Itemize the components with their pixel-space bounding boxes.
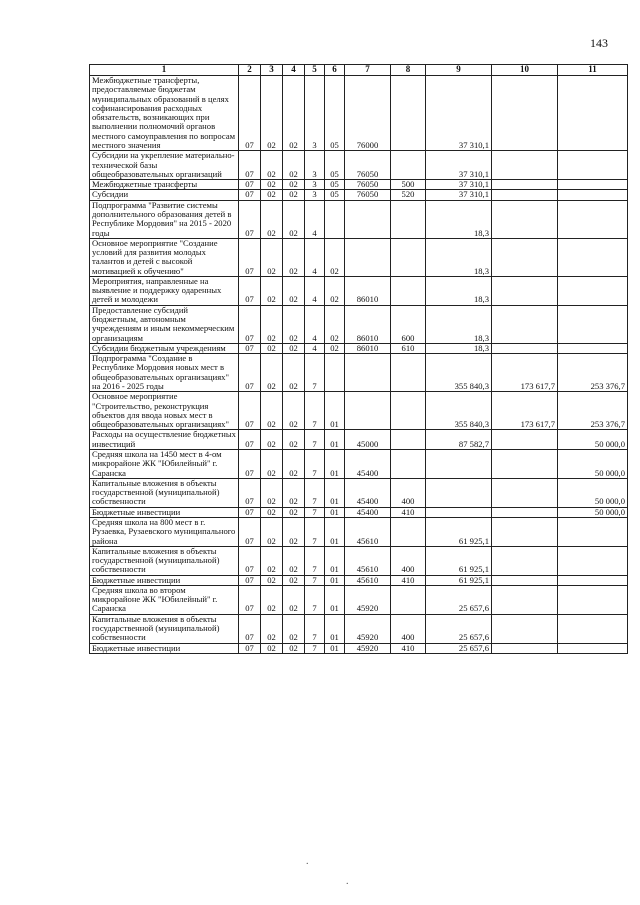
row-name-cell: Мероприятия, направленные на выявление и поддержку одаренных детей и молодежи [90,276,239,305]
code-cell: 45920 [345,614,391,643]
code-cell [391,354,426,392]
table-row [90,643,628,653]
code-cell: 02 [261,614,283,643]
code-cell: 01 [325,585,345,614]
code-cell: 07 [239,354,261,392]
header-cell: 8 [391,65,426,76]
header-cell: 3 [261,65,283,76]
code-cell: 7 [305,507,325,517]
code-cell: 02 [261,575,283,585]
code-cell: 86010 [345,305,391,343]
code-cell: 07 [239,478,261,507]
code-cell: 500 [391,180,426,190]
code-cell: 02 [261,305,283,343]
code-cell: 7 [305,392,325,430]
row-name-cell: Бюджетные инвестиции [90,507,239,517]
code-cell: 02 [283,151,305,180]
code-cell: 07 [239,276,261,305]
code-cell: 07 [239,343,261,353]
row-name-cell: Субсидии [90,190,239,200]
code-cell: 86010 [345,343,391,353]
code-cell: 4 [305,238,325,276]
amount-cell [492,585,558,614]
table-row [90,238,628,276]
row-name-cell: Бюджетные инвестиции [90,575,239,585]
amount-cell [426,507,492,517]
code-cell [391,200,426,238]
code-cell: 400 [391,614,426,643]
code-cell: 45400 [345,507,391,517]
code-cell: 07 [239,392,261,430]
code-cell: 45400 [345,449,391,478]
code-cell [391,392,426,430]
code-cell: 02 [283,585,305,614]
amount-cell: 50 000,0 [558,507,628,517]
code-cell: 07 [239,507,261,517]
code-cell: 02 [261,585,283,614]
row-name-cell: Подпрограмма "Создание в Республике Мордовия новых мест в общеобразовательных организациях" на 2016 - 2025 годы [90,354,239,392]
row-name-cell: Основное мероприятие "Строительство, реконструкция объектов для ввода новых мест в общеобразовательных организациях" [90,392,239,430]
amount-cell [558,190,628,200]
code-cell: 02 [283,238,305,276]
code-cell [325,200,345,238]
code-cell: 02 [283,392,305,430]
amount-cell: 37 310,1 [426,151,492,180]
amount-cell: 61 925,1 [426,546,492,575]
code-cell: 4 [305,343,325,353]
amount-cell [558,151,628,180]
amount-cell [492,517,558,546]
row-name-cell: Предоставление субсидий бюджетным, автономным учреждениям и иным некоммерческим организациям [90,305,239,343]
amount-cell [492,614,558,643]
code-cell: 02 [261,180,283,190]
code-cell: 01 [325,478,345,507]
row-name-cell: Расходы на осуществление бюджетных инвестиций [90,430,239,450]
code-cell: 07 [239,517,261,546]
code-cell: 02 [261,546,283,575]
table-row [90,430,628,450]
amount-cell [492,343,558,353]
code-cell: 02 [325,276,345,305]
code-cell [345,392,391,430]
code-cell: 07 [239,614,261,643]
row-name-cell: Средняя школа на 1450 мест в 4-ом микрорайоне ЖК "Юбилейный" г. Саранска [90,449,239,478]
code-cell: 01 [325,575,345,585]
header-cell: 1 [90,65,239,76]
code-cell: 07 [239,585,261,614]
code-cell: 01 [325,614,345,643]
row-name-cell: Подпрограмма "Развитие системы дополнительного образования детей в Республике Мордовия" на 2015 - 2020 годы [90,200,239,238]
code-cell: 07 [239,190,261,200]
code-cell: 02 [283,643,305,653]
amount-cell [492,276,558,305]
code-cell: 02 [283,276,305,305]
row-name-cell: Межбюджетные трансферты, предоставляемые бюджетам муниципальных образований в целях софинансирования расходных обязательств, возникающих при выполнении полномочий органов местного самоуправления по вопросам местного значения [90,76,239,151]
code-cell: 4 [305,305,325,343]
amount-cell [492,478,558,507]
amount-cell: 18,3 [426,238,492,276]
amount-cell: 50 000,0 [558,449,628,478]
code-cell: 02 [283,76,305,151]
table-row [90,180,628,190]
amount-cell [558,343,628,353]
amount-cell [492,180,558,190]
code-cell: 02 [283,546,305,575]
code-cell: 02 [261,238,283,276]
header-cell: 2 [239,65,261,76]
code-cell [391,449,426,478]
code-cell [391,430,426,450]
code-cell: 02 [283,343,305,353]
table-row [90,546,628,575]
code-cell: 02 [325,343,345,353]
table-row [90,354,628,392]
amount-cell: 61 925,1 [426,575,492,585]
code-cell: 02 [261,430,283,450]
code-cell: 400 [391,478,426,507]
amount-cell: 173 617,7 [492,392,558,430]
table-row [90,190,628,200]
amount-cell [492,238,558,276]
row-name-cell: Основное мероприятие "Создание условий для развития молодых талантов и детей с высокой мотивацией к обучению" [90,238,239,276]
code-cell [345,354,391,392]
code-cell: 410 [391,643,426,653]
code-cell: 7 [305,354,325,392]
amount-cell: 25 657,6 [426,585,492,614]
page-number: 143 [590,36,608,50]
amount-cell [426,449,492,478]
budget-table [89,64,628,654]
code-cell: 07 [239,151,261,180]
code-cell: 07 [239,305,261,343]
header-cell: 7 [345,65,391,76]
code-cell: 01 [325,449,345,478]
amount-cell [558,614,628,643]
code-cell: 02 [283,305,305,343]
code-cell: 05 [325,76,345,151]
code-cell: 7 [305,575,325,585]
code-cell: 07 [239,430,261,450]
amount-cell: 18,3 [426,276,492,305]
table-row [90,343,628,353]
code-cell: 02 [261,392,283,430]
table-row [90,200,628,238]
amount-cell: 50 000,0 [558,478,628,507]
amount-cell [558,585,628,614]
header-cell: 5 [305,65,325,76]
code-cell: 410 [391,575,426,585]
table-row [90,517,628,546]
code-cell: 02 [283,449,305,478]
code-cell: 02 [261,354,283,392]
code-cell: 01 [325,430,345,450]
code-cell: 02 [283,614,305,643]
amount-cell: 355 840,3 [426,392,492,430]
code-cell: 7 [305,546,325,575]
table-row [90,449,628,478]
amount-cell [492,575,558,585]
code-cell: 01 [325,507,345,517]
header-cell: 4 [283,65,305,76]
amount-cell [492,151,558,180]
code-cell: 02 [261,190,283,200]
code-cell: 02 [325,238,345,276]
code-cell: 02 [261,643,283,653]
table-row [90,276,628,305]
amount-cell [492,643,558,653]
code-cell: 45610 [345,546,391,575]
code-cell: 01 [325,392,345,430]
table-row [90,392,628,430]
code-cell: 02 [261,478,283,507]
row-name-cell: Капитальные вложения в объекты государственной (муниципальной) собственности [90,614,239,643]
table-row [90,478,628,507]
row-name-cell: Средняя школа во втором микрорайоне ЖК "Юбилейный" г. Саранска [90,585,239,614]
amount-cell: 18,3 [426,343,492,353]
code-cell: 410 [391,507,426,517]
amount-cell [558,180,628,190]
code-cell: 400 [391,546,426,575]
code-cell: 02 [283,430,305,450]
amount-cell [558,305,628,343]
amount-cell: 253 376,7 [558,392,628,430]
amount-cell: 25 657,6 [426,614,492,643]
row-name-cell: Бюджетные инвестиции [90,643,239,653]
amount-cell: 50 000,0 [558,430,628,450]
amount-cell: 37 310,1 [426,180,492,190]
code-cell: 07 [239,238,261,276]
header-cell: 6 [325,65,345,76]
code-cell: 86010 [345,276,391,305]
code-cell: 02 [283,507,305,517]
code-cell: 45920 [345,585,391,614]
row-name-cell: Капитальные вложения в объекты государственной (муниципальной) собственности [90,478,239,507]
amount-cell [558,546,628,575]
code-cell: 07 [239,180,261,190]
amount-cell: 18,3 [426,305,492,343]
code-cell: 07 [239,449,261,478]
code-cell: 02 [261,276,283,305]
amount-cell: 37 310,1 [426,190,492,200]
header-cell: 10 [492,65,558,76]
code-cell: 05 [325,190,345,200]
code-cell: 02 [283,190,305,200]
code-cell: 3 [305,180,325,190]
amount-cell: 25 657,6 [426,643,492,653]
code-cell: 01 [325,517,345,546]
code-cell: 76050 [345,151,391,180]
amount-cell: 87 582,7 [426,430,492,450]
code-cell: 7 [305,643,325,653]
code-cell: 3 [305,190,325,200]
code-cell: 02 [261,507,283,517]
header-cell: 9 [426,65,492,76]
amount-cell: 18,3 [426,200,492,238]
amount-cell [492,190,558,200]
code-cell: 02 [261,76,283,151]
code-cell: 76050 [345,190,391,200]
code-cell: 76050 [345,180,391,190]
code-cell: 4 [305,200,325,238]
code-cell: 600 [391,305,426,343]
amount-cell [558,517,628,546]
code-cell [391,238,426,276]
code-cell: 07 [239,76,261,151]
code-cell: 02 [283,354,305,392]
code-cell: 05 [325,180,345,190]
code-cell: 01 [325,546,345,575]
code-cell [345,200,391,238]
code-cell: 7 [305,614,325,643]
code-cell: 02 [283,517,305,546]
code-cell [391,76,426,151]
code-cell: 45610 [345,517,391,546]
code-cell [345,238,391,276]
code-cell: 3 [305,76,325,151]
code-cell: 7 [305,478,325,507]
code-cell: 76000 [345,76,391,151]
amount-cell: 355 840,3 [426,354,492,392]
header-cell: 11 [558,65,628,76]
row-name-cell: Средняя школа на 800 мест в г. Рузаевка, Рузаевского муниципального района [90,517,239,546]
code-cell: 02 [283,575,305,585]
code-cell: 45920 [345,643,391,653]
code-cell: 45400 [345,478,391,507]
code-cell [391,276,426,305]
table-row [90,305,628,343]
code-cell: 7 [305,585,325,614]
table-row [90,614,628,643]
code-cell: 45000 [345,430,391,450]
code-cell [391,517,426,546]
code-cell: 07 [239,546,261,575]
code-cell: 07 [239,575,261,585]
row-name-cell: Межбюджетные трансферты [90,180,239,190]
amount-cell: 253 376,7 [558,354,628,392]
amount-cell [492,200,558,238]
amount-cell: 61 925,1 [426,517,492,546]
scan-mark: . [306,856,309,867]
code-cell: 4 [305,276,325,305]
table-row [90,507,628,517]
code-cell: 02 [283,200,305,238]
amount-cell [492,76,558,151]
code-cell: 05 [325,151,345,180]
code-cell [391,585,426,614]
table-row [90,151,628,180]
code-cell: 07 [239,643,261,653]
header-row [90,65,628,76]
amount-cell [558,238,628,276]
amount-cell [558,575,628,585]
row-name-cell: Субсидии бюджетным учреждениям [90,343,239,353]
code-cell: 07 [239,200,261,238]
code-cell: 02 [261,517,283,546]
code-cell [325,354,345,392]
scan-mark: . [346,876,349,887]
amount-cell: 37 310,1 [426,76,492,151]
code-cell: 02 [261,200,283,238]
code-cell: 7 [305,430,325,450]
code-cell: 02 [283,478,305,507]
code-cell: 02 [261,343,283,353]
code-cell: 7 [305,449,325,478]
code-cell: 520 [391,190,426,200]
code-cell: 02 [325,305,345,343]
code-cell: 45610 [345,575,391,585]
amount-cell [492,430,558,450]
code-cell: 3 [305,151,325,180]
code-cell: 610 [391,343,426,353]
code-cell: 01 [325,643,345,653]
code-cell [391,151,426,180]
amount-cell [558,643,628,653]
table-row [90,575,628,585]
amount-cell [492,546,558,575]
amount-cell: 173 617,7 [492,354,558,392]
row-name-cell: Субсидии на укрепление материально-технической базы общеобразовательных организаций [90,151,239,180]
amount-cell [558,200,628,238]
amount-cell [492,507,558,517]
code-cell: 7 [305,517,325,546]
amount-cell [426,478,492,507]
amount-cell [558,276,628,305]
code-cell: 02 [261,449,283,478]
row-name-cell: Капитальные вложения в объекты государственной (муниципальной) собственности [90,546,239,575]
amount-cell [492,449,558,478]
code-cell: 02 [261,151,283,180]
amount-cell [558,76,628,151]
code-cell: 02 [283,180,305,190]
amount-cell [492,305,558,343]
table-row [90,76,628,151]
table-row [90,585,628,614]
